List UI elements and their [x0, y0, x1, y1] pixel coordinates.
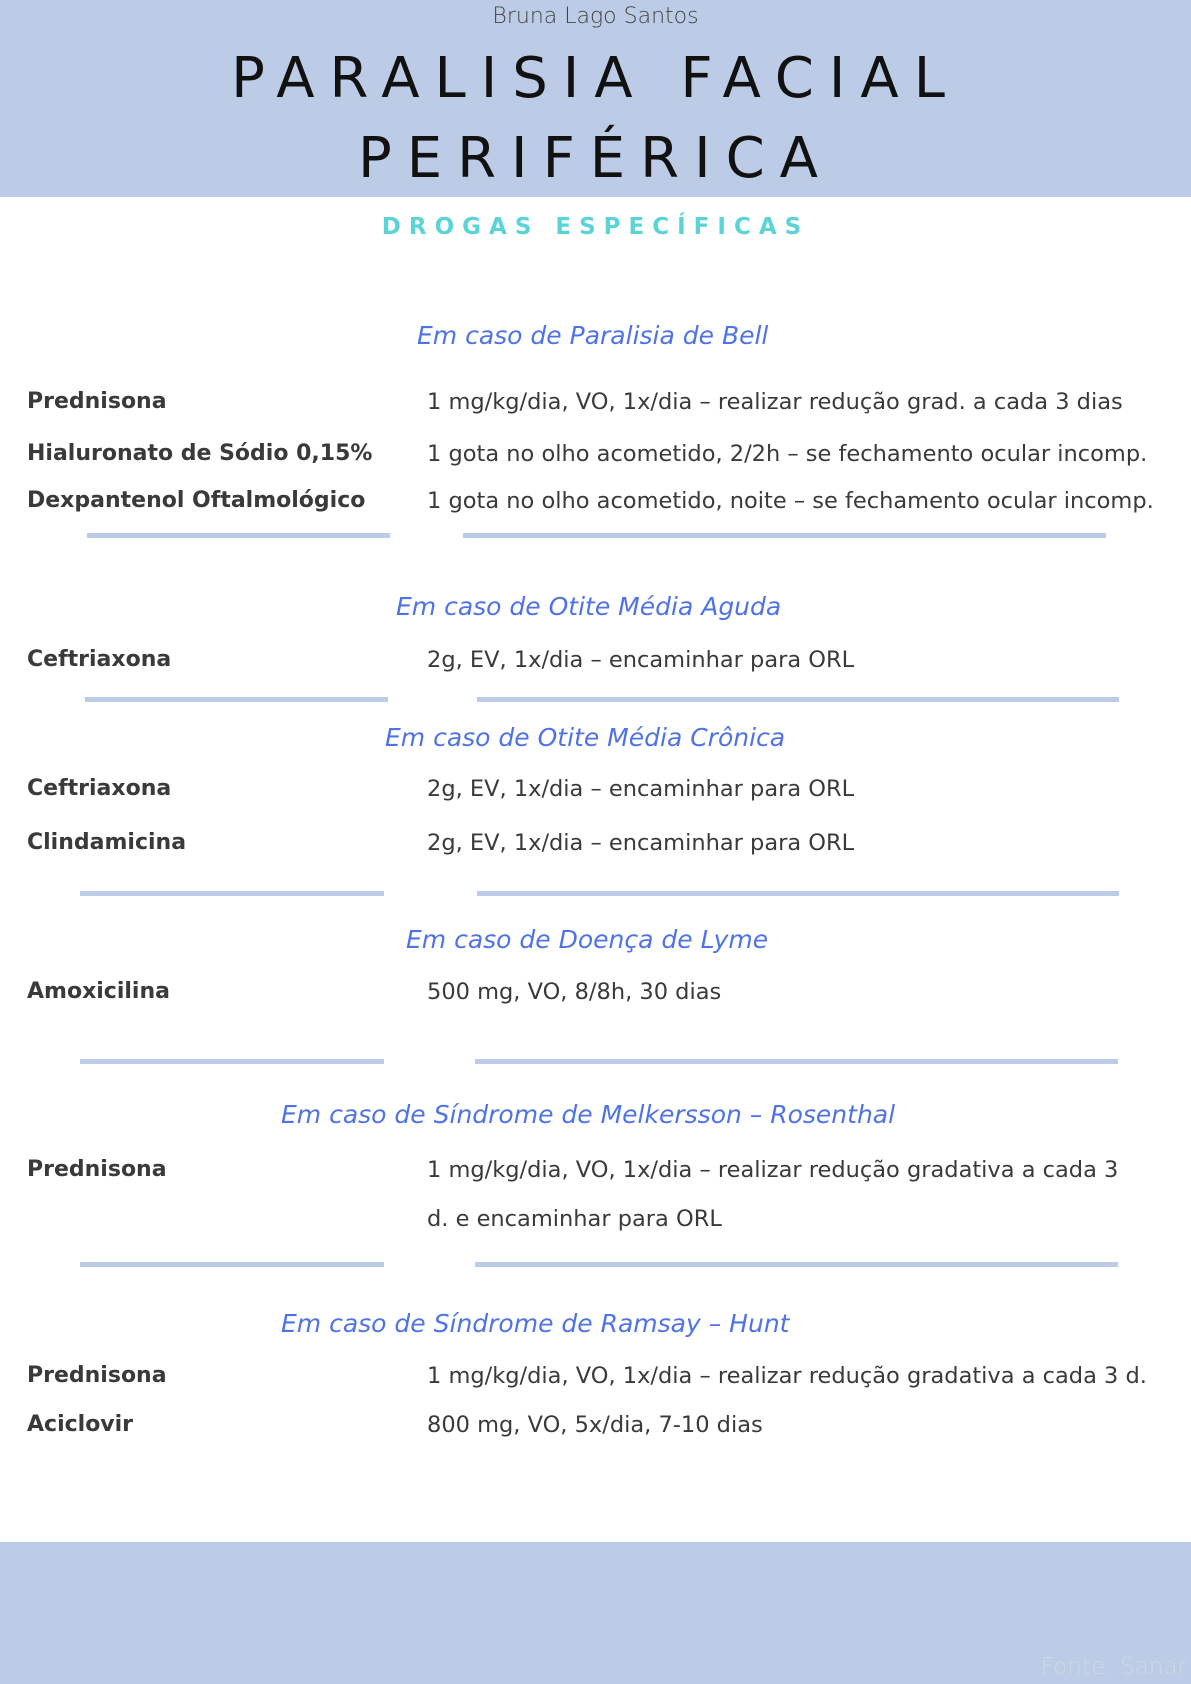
drug-dose: 1 gota no olho acometido, 2/2h – se fechamento ocular incomp.: [427, 441, 1148, 467]
divider-left: [87, 533, 390, 538]
section-heading-omc: Em caso de Otite Média Crônica: [385, 723, 786, 752]
divider-right: [477, 697, 1119, 702]
section-heading-melkersson: Em caso de Síndrome de Melkersson – Rosenthal: [281, 1100, 896, 1129]
footer-band: [0, 1542, 1191, 1684]
drug-dose-continuation: d. e encaminhar para ORL: [427, 1206, 722, 1232]
drug-name: Dexpantenol Oftalmológico: [27, 488, 366, 513]
source-credit: Fonte: Sanar: [1040, 1654, 1187, 1680]
drug-dose: 2g, EV, 1x/dia – encaminhar para ORL: [427, 776, 855, 802]
drug-name: Amoxicilina: [27, 979, 170, 1004]
drug-dose: 1 mg/kg/dia, VO, 1x/dia – realizar redução gradativa a cada 3 d.: [427, 1363, 1147, 1389]
divider-left: [80, 891, 384, 896]
drug-dose: 1 mg/kg/dia, VO, 1x/dia – realizar redução grad. a cada 3 dias: [427, 389, 1123, 415]
drug-name: Ceftriaxona: [27, 776, 172, 801]
drug-dose: 2g, EV, 1x/dia – encaminhar para ORL: [427, 647, 855, 673]
page-title-line-1: PARALISIA FACIAL: [231, 46, 960, 111]
section-heading-lyme: Em caso de Doença de Lyme: [406, 925, 769, 954]
page-subtitle: DROGAS ESPECÍFICAS: [381, 214, 810, 240]
divider-left: [85, 697, 388, 702]
drug-name: Clindamicina: [27, 830, 187, 855]
divider-left: [80, 1059, 384, 1064]
divider-right: [475, 1059, 1118, 1064]
drug-dose: 1 mg/kg/dia, VO, 1x/dia – realizar redução gradativa a cada 3: [427, 1157, 1119, 1183]
page-title-line-2: PERIFÉRICA: [357, 126, 833, 191]
drug-name: Aciclovir: [27, 1412, 134, 1437]
divider-right: [463, 533, 1106, 538]
drug-name: Ceftriaxona: [27, 647, 172, 672]
drug-dose: 500 mg, VO, 8/8h, 30 dias: [427, 979, 722, 1005]
drug-name: Prednisona: [27, 389, 167, 414]
section-heading-bell: Em caso de Paralisia de Bell: [417, 321, 769, 350]
drug-name: Prednisona: [27, 1157, 167, 1182]
author-name: Bruna Lago Santos: [492, 4, 699, 29]
drug-dose: 800 mg, VO, 5x/dia, 7-10 dias: [427, 1412, 763, 1438]
divider-right: [477, 891, 1119, 896]
section-heading-oma: Em caso de Otite Média Aguda: [396, 592, 782, 621]
divider-left: [80, 1262, 384, 1267]
drug-dose: 1 gota no olho acometido, noite – se fechamento ocular incomp.: [427, 488, 1154, 514]
section-heading-ramsay-hunt: Em caso de Síndrome de Ramsay – Hunt: [281, 1309, 790, 1338]
drug-name: Hialuronato de Sódio 0,15%: [27, 441, 373, 466]
drug-name: Prednisona: [27, 1363, 167, 1388]
divider-right: [475, 1262, 1118, 1267]
drug-dose: 2g, EV, 1x/dia – encaminhar para ORL: [427, 830, 855, 856]
